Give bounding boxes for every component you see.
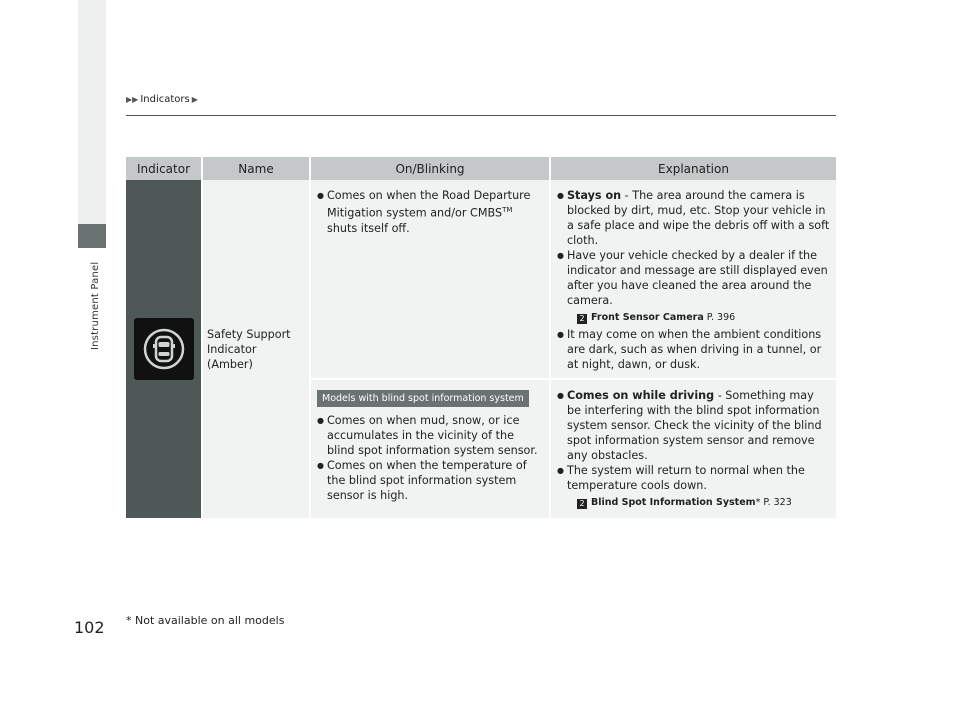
reference-link[interactable]: 2 Blind Spot Information System* P. 323 <box>557 495 830 510</box>
header-name: Name <box>202 157 310 180</box>
breadcrumb-item[interactable]: Indicators <box>140 94 190 105</box>
model-tag: Models with blind spot information system <box>317 390 529 407</box>
header-on-blinking: On/Blinking <box>310 157 550 180</box>
list-item: ● It may come on when the ambient conditions are dark, such as when driving in a tunnel, or at night, dawn, or dusk. <box>557 327 830 372</box>
list-item: ● Comes on when mud, snow, or ice accumulates in the vicinity of the blind spot information system sensor. <box>317 413 543 458</box>
on-blinking-cell <box>310 379 550 518</box>
explanation-cell <box>550 180 836 379</box>
breadcrumb-arrow-icon: ▶ <box>191 95 198 104</box>
page-number: 102 <box>74 618 105 637</box>
list-item: ● Comes on while driving - Something may be interfering with the blind spot information system sensor. Check the vicinity of the blind spot information system sensor and remove any obstacles. <box>557 388 830 463</box>
explanation-cell <box>550 379 836 518</box>
name-cell: Safety Support Indicator (Amber) <box>202 180 310 518</box>
side-rule <box>78 0 106 224</box>
list-item: ● Comes on when the temperature of the blind spot information system sensor is high. <box>317 458 543 503</box>
footnote: * Not available on all models <box>126 614 285 627</box>
on-blinking-cell <box>310 180 550 379</box>
header-rule <box>126 115 836 116</box>
reference-link[interactable]: 2 Front Sensor Camera P. 396 <box>557 310 830 325</box>
header-explanation: Explanation <box>550 157 836 180</box>
list-item: ● Stays on - The area around the camera is blocked by dirt, mud, etc. Stop your vehicle in a safe place and wipe the debris off with a soft cloth. <box>557 188 830 248</box>
section-tab <box>78 224 106 248</box>
reference-arrow-icon: 2 <box>577 499 587 509</box>
list-item: ● Have your vehicle checked by a dealer if the indicator and message are still displayed even after you have cleaned the area around the camera. <box>557 248 830 308</box>
header-indicator: Indicator <box>126 157 202 180</box>
indicator-table <box>126 157 836 518</box>
indicator-cell <box>126 180 202 518</box>
list-item: ● Comes on when the Road Departure Mitigation system and/or CMBS™ shuts itself off. <box>317 188 543 236</box>
breadcrumb-arrow-icon: ▶▶ <box>126 95 139 104</box>
safety-support-car-icon <box>134 318 194 380</box>
breadcrumb <box>126 94 198 105</box>
reference-arrow-icon: 2 <box>577 314 587 324</box>
list-item: ● The system will return to normal when the temperature cools down. <box>557 463 830 493</box>
section-label: Instrument Panel <box>90 262 101 351</box>
